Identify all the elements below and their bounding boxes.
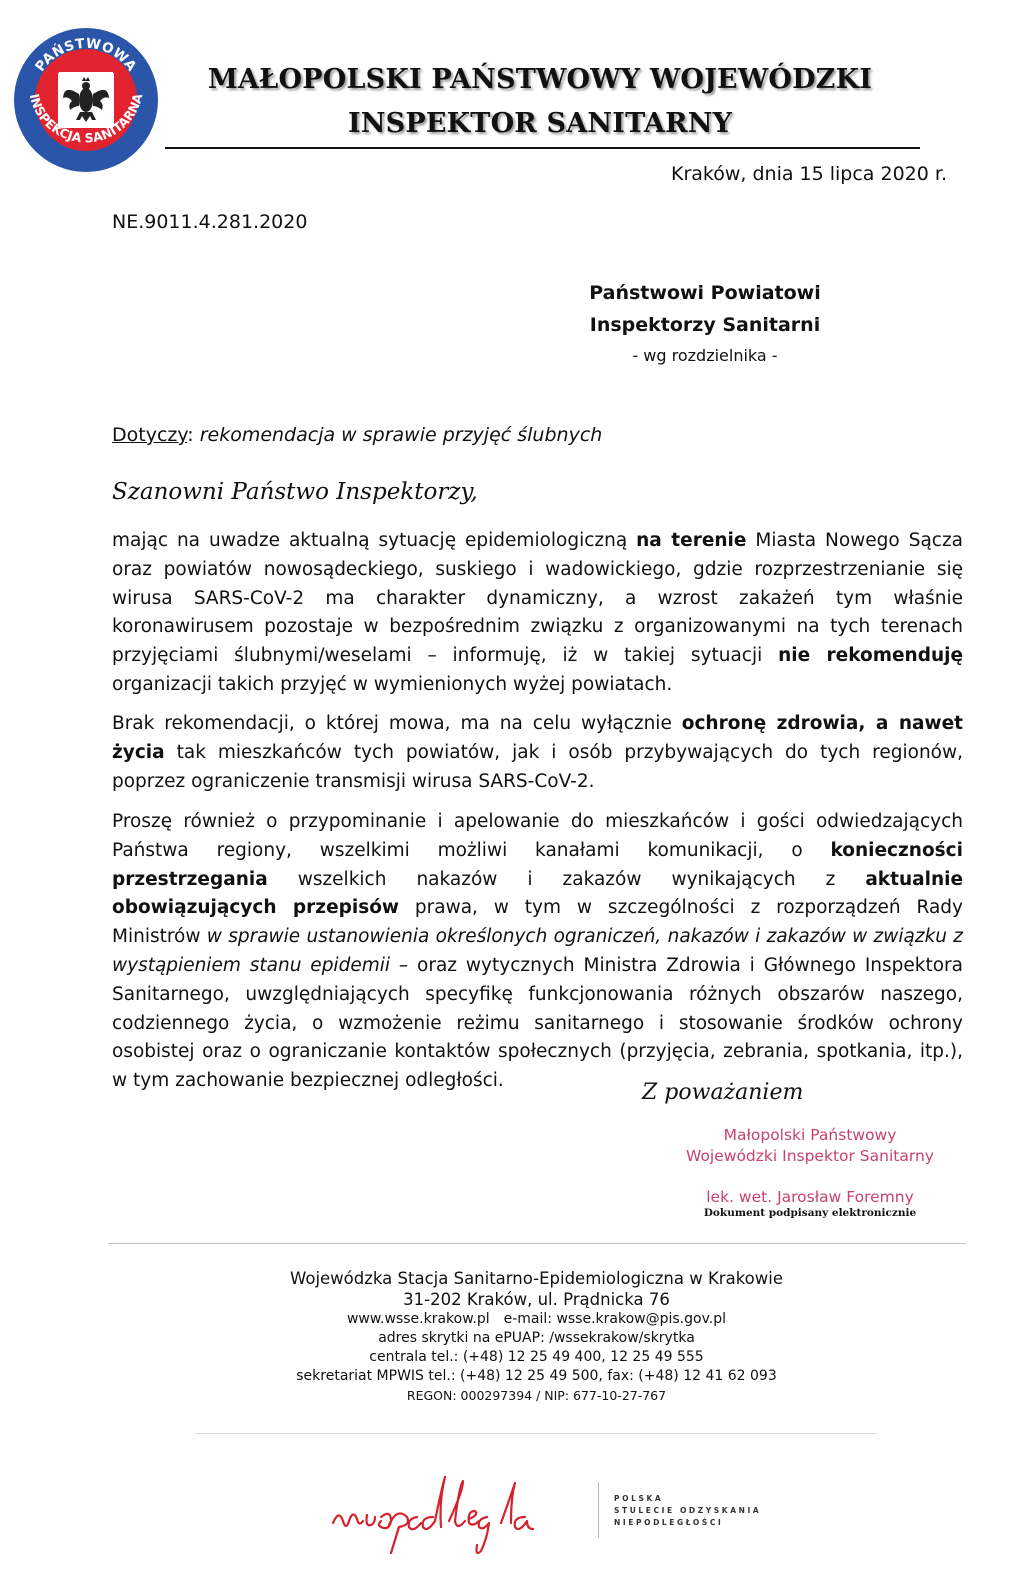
footer-epuap: adres skrytki na ePUAP: /wssekrakow/skrytka (378, 1330, 695, 1346)
recipient-line1: Państwowi Powiatowi (589, 282, 821, 304)
centenary-line3: NIEPODLEGŁOŚCI (614, 1518, 724, 1527)
bold-text-run: nie rekomenduję (778, 645, 964, 667)
body-paragraph-1 (112, 527, 963, 700)
footer-phone-central: centrala tel.: (+48) 12 25 49 400, 12 25 49 555 (369, 1349, 704, 1365)
salutation: Szanowni Państwo Inspektorzy, (112, 479, 478, 505)
electronic-signature-note: Dokument podpisany elektronicznie (703, 1207, 917, 1219)
recipient-block (560, 277, 850, 371)
signer-name: lek. wet. Jarosław Foremny (706, 1188, 914, 1206)
footer-institution: Wojewódzka Stacja Sanitarno-Epidemiologiczna w Krakowie (290, 1269, 783, 1288)
subject-separator: : (187, 424, 200, 446)
footer-regon-nip: REGON: 000297394 / NIP: 677-10-27-767 (406, 1388, 667, 1403)
text-run: Proszę również o przypominanie i apelowanie do mieszkańców i gości odwiedzających Państwa regiony, wszelkimi możliwi kanałami komunikacji, o (112, 811, 963, 861)
footer-contact-block (200, 1268, 873, 1405)
text-run: oraz wytycznych Ministra Zdrowia i Głównego Inspektora Sanitarnego, uwzględniających specyfikę funkcjonowania różnych obszarów naszego, codziennego życia, o wzmożenie reżimu sanitarnego i stosowanie środków ochrony osobistej oraz o ograniczanie kontaktów społecznych (przyjęcia, zebrania, spotkania, itp.), w tym zachowanie bezpiecznej odległości. (112, 954, 963, 1092)
signer-title (660, 1125, 960, 1167)
sanitary-inspection-logo (12, 26, 160, 174)
bold-text-run: na terenie (636, 530, 747, 551)
subject-text: rekomendacja w sprawie przyjęć ślubnych (199, 424, 603, 446)
recipient-line2: Inspektorzy Sanitarni (589, 314, 821, 336)
footer-website-link[interactable]: www.wsse.krakow.pl (346, 1311, 490, 1327)
letter-date: Kraków, dnia 15 lipca 2020 r. (670, 163, 947, 185)
centenary-line1: POLSKA (614, 1494, 664, 1503)
footer-phone-secretariat: sekretariat MPWIS tel.: (+48) 12 25 49 500, fax: (+48) 12 41 62 093 (296, 1368, 777, 1384)
closing-phrase: Z poważaniem (642, 1080, 804, 1105)
text-run: Brak rekomendacji, o której mowa, ma na celu wyłącznie (112, 713, 682, 734)
niepodlegla-script-logo (325, 1465, 585, 1557)
text-run: prawa, w tym w szczególności z rozporządzeń Rady Ministrów (112, 897, 963, 948)
subject-label: Dotyczy (112, 424, 188, 446)
text-run: mając na uwadze aktualną sytuację epidemiologiczną (112, 530, 637, 551)
recipient-distribution-note: - wg rozdzielnika - (632, 346, 778, 365)
italic-text-run: w sprawie ustanowienia określonych ograniczeń, nakazów i zakazów w związku z wystąpieniem stanu epidemii – (112, 926, 963, 976)
letterhead-title (165, 58, 915, 146)
bold-text-run: aktualnie obowiązujących przepisów (112, 868, 963, 919)
reference-number: NE.9011.4.281.2020 (112, 211, 308, 233)
centenary-logo-divider (598, 1482, 599, 1538)
letterhead-title-line2: INSPEKTOR SANITARNY (347, 108, 733, 139)
text-run: tak mieszkańców tych powiatów, jak i osób przybywających do tych regionów, poprzez ograniczenie transmisji wirusa SARS-CoV-2. (112, 741, 963, 792)
body-paragraph-2 (112, 710, 963, 796)
text-run: organizacji takich przyjęć w wymienionych wyżej powiatach. (112, 673, 673, 695)
logo-top-text: PAŃSTWOWA (32, 35, 140, 75)
centenary-line2: STULECIE ODZYSKANIA (614, 1506, 762, 1515)
body-paragraph-3 (112, 808, 963, 1096)
text-run: Miasta Nowego Sącza oraz powiatów nowosądeckiego, suskiego i wadowickiego, gdzie rozprzestrzenianie się wirusa SARS-CoV-2 ma charakter dynamiczny, a wzrost zakażeń tym właśnie koronawirusem pozostaje w bezpośrednim związku z organizowanymi na tych terenach przyjęciami ślubnymi/weselami – informuję, iż w takiej sytuacji (112, 530, 963, 667)
footer-address: 31-202 Kraków, ul. Prądnicka 76 (403, 1290, 670, 1309)
bold-text-run: ochronę zdrowia, a nawet życia (112, 713, 963, 763)
signer-title-line1: Małopolski Państwowy (723, 1126, 897, 1144)
footer-email-link[interactable]: wsse.krakow@pis.gov.pl (556, 1311, 727, 1327)
logo-bottom-text: INSPEKCJA SANITARNA (26, 91, 146, 146)
text-run: wszelkich nakazów i zakazów wynikających z (267, 868, 866, 890)
centenary-logo-text (614, 1493, 761, 1529)
footer-divider (108, 1243, 966, 1244)
subject-line (112, 424, 602, 446)
bold-text-run: konieczności przestrzegania (112, 839, 963, 890)
signer-title-line2: Wojewódzki Inspektor Sanitarny (686, 1147, 934, 1165)
footer-divider-lower (196, 1433, 876, 1434)
letterhead-title-line1: MAŁOPOLSKI PAŃSTWOWY WOJEWÓDZKI (207, 64, 873, 95)
footer-email-label: e-mail: (503, 1311, 557, 1327)
letterhead-divider (165, 147, 920, 149)
